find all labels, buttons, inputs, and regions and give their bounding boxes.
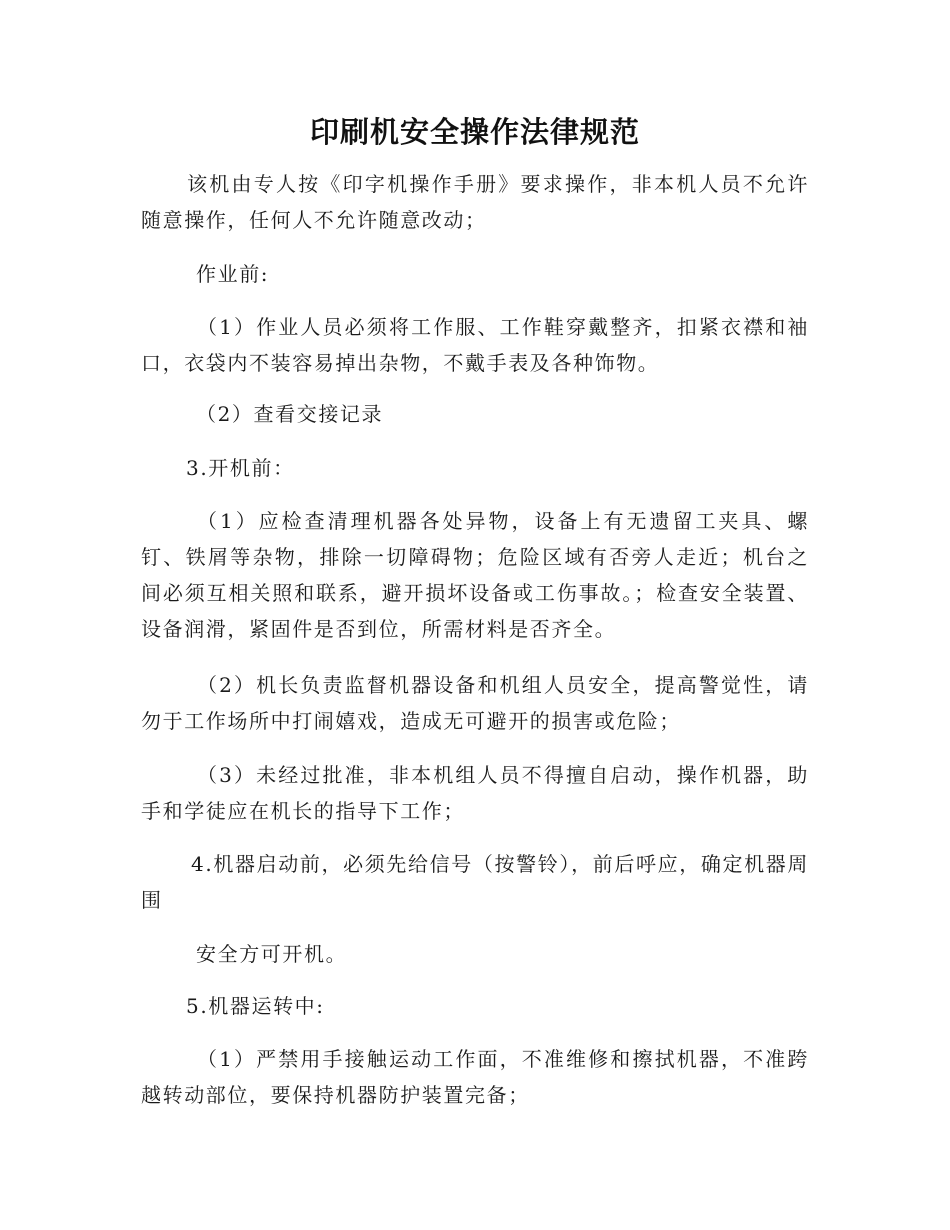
paragraph-intro: 该机由专人按《印字机操作手册》要求操作，非本机人员不允许随意操作，任何人不允许随意改动；: [141, 172, 809, 232]
paragraph-before-start-item-1: （1）应检查清理机器各处异物，设备上有无遗留工夹具、螺钉、铁屑等杂物，排除一切障碍物；危险区域有否旁人走近；机台之间必须互相关照和联系，避开损坏设备或工伤事故。；检查安全装置、设备润滑，紧固件是否到位，所需材料是否齐全。: [141, 509, 809, 641]
paragraph-before-start-item-3: （3）未经过批准，非本机组人员不得擅自启动，操作机器，助手和学徒应在机长的指导下工作；: [141, 763, 809, 823]
paragraph-before-work-item-1: （1）作业人员必须将工作服、工作鞋穿戴整齐，扣紧衣襟和袖口，衣袋内不装容易掉出杂物，不戴手表及各种饰物。: [141, 315, 809, 375]
paragraph-before-work-item-2: （2）查看交接记录: [196, 402, 384, 426]
paragraph-before-start-item-2: （2）机长负责监督机器设备和机组人员安全，提高警觉性，请勿于工作场所中打闹嬉戏，造成无可避开的损害或危险；: [141, 673, 809, 733]
paragraph-running-item-1: （1）严禁用手接触运动工作面，不准维修和擦拭机器，不准跨越转动部位，要保持机器防护装置完备；: [141, 1047, 809, 1107]
paragraph-before-work-heading: 作业前:: [196, 262, 270, 286]
paragraph-machine-start: 4.机器启动前，必须先给信号（按警铃），前后呼应，确定机器周围: [141, 852, 809, 912]
paragraph-running-heading: 5.机器运转中:: [186, 994, 325, 1018]
document-title: 印刷机安全操作法律规范: [309, 115, 640, 149]
paragraph-machine-start-continued: 安全方可开机。: [196, 942, 348, 966]
paragraph-before-start-heading: 3.开机前：: [186, 456, 295, 480]
